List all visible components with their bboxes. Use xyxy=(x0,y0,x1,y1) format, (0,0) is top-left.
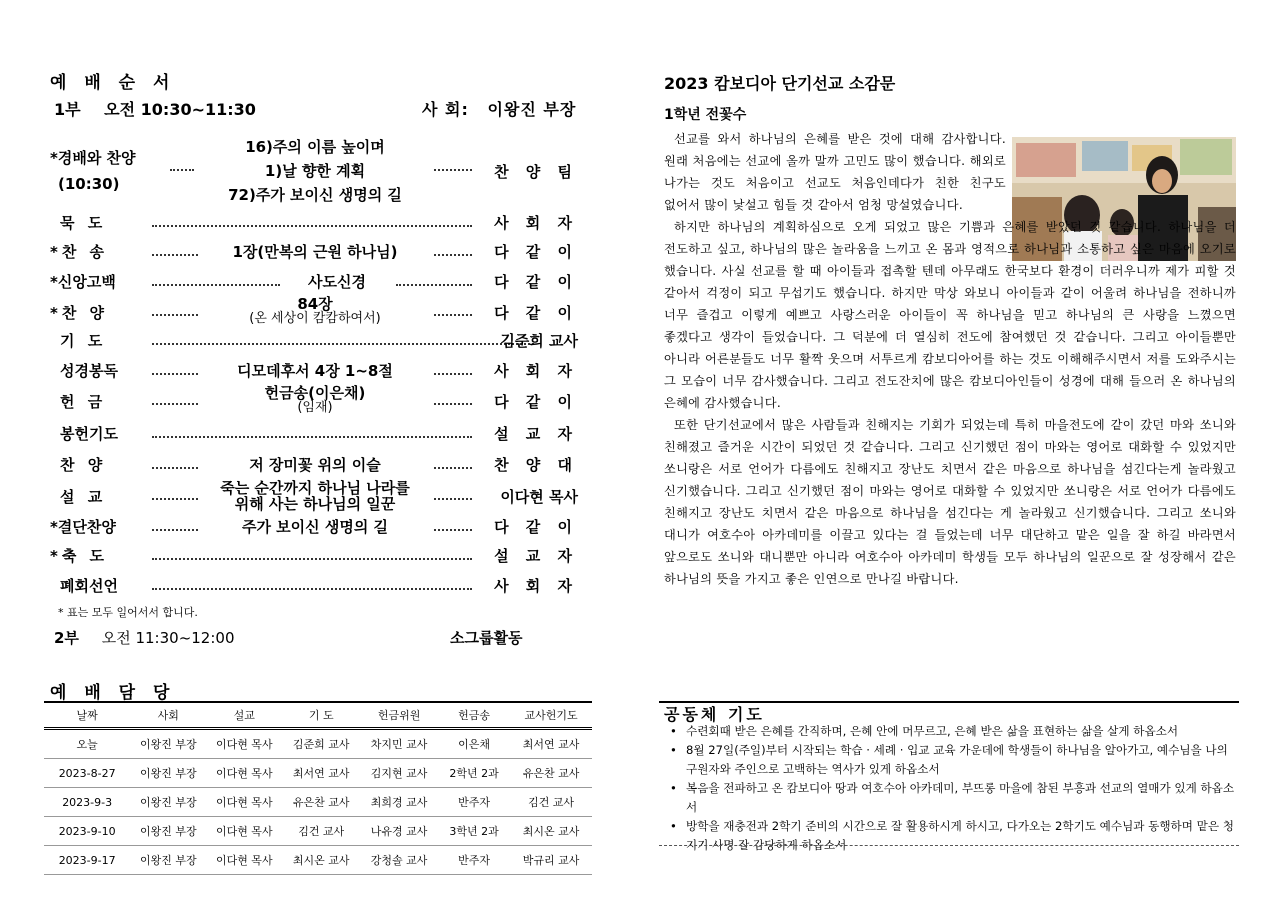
dot-leader xyxy=(434,254,472,256)
roster-header: 사회 xyxy=(130,702,206,729)
order-content: 1장(만복의 근원 하나님) xyxy=(232,243,398,261)
part2-label xyxy=(54,627,235,648)
dot-leader xyxy=(152,498,198,500)
roster-cell: 2023-8-27 xyxy=(44,759,130,788)
roster-cell: 이다현 목사 xyxy=(206,817,282,846)
order-row-praise-84 xyxy=(50,296,578,330)
dot-leader xyxy=(152,284,280,286)
table-row xyxy=(44,729,592,759)
table-row xyxy=(44,817,592,846)
part2-time: 오전 11:30~12:00 xyxy=(101,629,235,647)
presider xyxy=(422,97,576,120)
order-label-time: (10:30) xyxy=(58,175,120,193)
order-content xyxy=(200,385,430,414)
roster-cell: 최시온 교사 xyxy=(282,846,360,875)
testimony-paragraph-1 xyxy=(664,128,1006,216)
dot-leader xyxy=(434,169,472,171)
order-label: *경배와 찬양 xyxy=(50,149,136,167)
part2-name: 2부 xyxy=(54,629,79,647)
order-label: 봉헌기도 xyxy=(60,425,118,443)
roster-cell: 최서연 교사 xyxy=(510,729,592,759)
testimony-text-3: 또한 단기선교에서 많은 사람들과 친해지는 기회가 되었는데 특히 마을전도에 같이 갔던 마와 쏘니와 친해졌고 즐거운 시간이 되었던 것 같습니다. 그리고 신기했던 점이 마와는 영어로 대화할 수 있었지만 쏘니랑은 서로 언어가 다름에도 친해지고 장난도 치면서 같은 마음으로 하나님을 섬긴다는게 놀라웠고 신기했습니다. 그리고 신기했던 점이 마와는 영어로 대화할 수 있었지만 쏘니랑은 서로 언어가 다름에도 친해지고 장난도 치면서 같은 마음으로 하나님을 섬긴다는 게 놀라웠고 신기했습니다. 그리고 쏘니와 대니가 여호수아 아카데미를 이끌고 있다는 걸 들었는데 너무 대단하고 맡은 일을 잘 하길 바라면서 앞으로도 쏘니와 대니뿐만 아니라 여호수아 아카데미 학생들 모두 하나님의 일꾼으로 잘 성장해서 같은 하나님의 뜻을 가지고 좋은 인연으로 만나길 바랍니다. xyxy=(664,418,1236,586)
prayer-title: 공동체 기도 xyxy=(664,705,765,724)
order-label: *신앙고백 xyxy=(50,273,116,291)
song-1: 16)주의 이름 높이며 xyxy=(245,138,385,156)
prayer-list xyxy=(668,722,1238,855)
testimony-text-2: 하지만 하나님의 계획하심으로 오게 되었고 많은 기쁨과 은혜를 받았던 것 같습니다. 하나님을 더 전도하고 싶고, 하나님의 많은 놀라움을 느끼고 온 몸과 영적으로 하나님과 소통하고 싶은 마음에 오기로 했습니다. 사실 선교를 할 때 아이들과 접촉할 텐데 아무래도 한국보다 환경이 더러우니까 제가 피할 것 같아서 걱정이 되고 무섭기도 했습니다. 하지만 막상 와보니 아이들과 같이 어울려 하나님을 전하니까 너무 즐겁고 이렇게 예쁘고 사랑스러운 아이들이 꼭 하나님을 믿고 하나님의 큰 사랑을 느꼈으면 좋겠다고 생각이 들었습니다. 그 덕분에 더 열심히 전도에 참여했던 것 같습니다. 그리고 아이들뿐만 아니라 어른분들도 너무 활짝 웃으며 서투르게 캄보디아어를 하는 것도 이해해주시면서 저를 도와주시는 그 모습이 너무 감사했습니다. 그리고 전도잔치에 많은 캄보디아인들이 성경에 대해 들으러 온 하나님의 은혜에 감사했습니다. xyxy=(664,220,1236,410)
table-row xyxy=(44,846,592,875)
dot-leader xyxy=(434,498,472,500)
order-content: 사도신경 xyxy=(308,273,366,291)
roster-cell: 3학년 2과 xyxy=(438,817,510,846)
roster-cell: 김건 교사 xyxy=(510,788,592,817)
song-3: 72)주가 보이신 생명의 길 xyxy=(228,186,402,204)
order-leader: 김준희 교사 xyxy=(500,332,578,350)
roster-cell: 김건 교사 xyxy=(282,817,360,846)
list-item: • 복음을 전파하고 온 캄보디아 땅과 여호수아 아카데미, 부뜨롱 마을에 참된 부흥과 선교의 열매가 있게 하옵소서 xyxy=(668,779,1238,817)
roster-cell: 이왕진 부장 xyxy=(130,729,206,759)
order-leader: 찬 양 팀 xyxy=(494,163,578,181)
dot-leader xyxy=(152,373,198,375)
order-row-offering xyxy=(50,385,578,419)
roster-cell: 박규리 교사 xyxy=(510,846,592,875)
sermon-title-line-1: 죽는 순간까지 하나님 나라를 xyxy=(220,479,410,497)
order-label: *결단찬양 xyxy=(50,518,116,536)
roster-cell: 최시온 교사 xyxy=(510,817,592,846)
list-item: • 수련회때 받은 은혜를 간직하며, 은혜 안에 머무르고, 은혜 받은 삶을 표현하는 삶을 살게 하옵소서 xyxy=(668,722,1238,741)
testimony-author: 1학년 전꽃수 xyxy=(664,107,747,123)
roster-cell: 이다현 목사 xyxy=(206,788,282,817)
order-row-commitment xyxy=(50,516,578,540)
order-label: *찬 송 xyxy=(50,243,109,261)
testimony-text-1: 선교를 와서 하나님의 은혜를 받은 것에 대해 감사합니다. 원래 처음에는 선교에 올까 말까 고민도 많이 했습니다. 해외로 나가는 것도 처음이고 선교도 처음인데다가 친한 친구도 없어서 많이 낯설고 힘들 것 같아서 엄청 망설였습니다. xyxy=(664,132,1006,212)
roster-cell: 이다현 목사 xyxy=(206,846,282,875)
roster-cell: 오늘 xyxy=(44,729,130,759)
roster-cell: 2023-9-17 xyxy=(44,846,130,875)
dot-leader xyxy=(434,314,472,316)
dot-leader xyxy=(434,373,472,375)
order-content xyxy=(200,480,430,512)
dot-leader xyxy=(434,467,472,469)
testimony-title: 2023 캄보디아 단기선교 소감문 xyxy=(664,74,896,93)
dot-leader xyxy=(396,284,472,286)
roster-cell: 이왕진 부장 xyxy=(130,817,206,846)
order-row-creed xyxy=(50,271,578,295)
order-row-choir xyxy=(50,454,578,478)
dot-leader xyxy=(152,558,472,560)
standing-note: * 표는 모두 일어서서 합니다. xyxy=(58,606,198,619)
order-content: 디모데후서 4장 1~8절 xyxy=(237,362,393,380)
order-row-silent-prayer xyxy=(50,212,578,236)
dot-leader xyxy=(170,169,194,171)
order-label: 성경봉독 xyxy=(60,362,118,380)
order-leader: 설 교 자 xyxy=(494,547,578,565)
dot-leader xyxy=(152,254,198,256)
order-leader: 다 같 이 xyxy=(494,243,578,261)
order-label: 기 도 xyxy=(60,332,107,350)
roster-cell: 이다현 목사 xyxy=(206,759,282,788)
roster-header-row xyxy=(44,702,592,729)
roster-cell: 강청솔 교사 xyxy=(360,846,438,875)
order-leader: 다 같 이 xyxy=(494,393,578,411)
part1-time: 오전 10:30~11:30 xyxy=(104,100,256,119)
presider-label: 사 회: xyxy=(422,100,469,119)
roster-header: 날짜 xyxy=(44,702,130,729)
order-label: *찬 양 xyxy=(50,304,109,322)
part1-label xyxy=(54,97,256,120)
roster-cell: 2023-9-10 xyxy=(44,817,130,846)
dot-leader xyxy=(152,467,198,469)
roster-cell: 이왕진 부장 xyxy=(130,846,206,875)
roster-table xyxy=(44,701,592,875)
order-row-scripture xyxy=(50,360,578,384)
roster-cell: 최희경 교사 xyxy=(360,788,438,817)
song-number: 84장 xyxy=(297,295,333,313)
roster-cell: 유은찬 교사 xyxy=(282,788,360,817)
roster-header: 헌금송 xyxy=(438,702,510,729)
order-leader: 사 회 자 xyxy=(494,214,578,232)
order-label: 폐회선언 xyxy=(60,577,118,595)
order-content xyxy=(200,296,430,325)
order-row-sermon xyxy=(50,480,578,514)
prayer-bottom-rule xyxy=(659,845,1239,846)
roster-header: 기 도 xyxy=(282,702,360,729)
order-row-closing xyxy=(50,575,578,599)
offering-song-title: (임재) xyxy=(297,400,333,415)
table-row xyxy=(44,788,592,817)
roster-cell: 유은찬 교사 xyxy=(510,759,592,788)
roster-cell: 이왕진 부장 xyxy=(130,788,206,817)
testimony-body xyxy=(664,220,1236,590)
roster-cell: 김지현 교사 xyxy=(360,759,438,788)
order-content xyxy=(200,135,430,207)
roster-title: 예 배 담 당 xyxy=(50,683,176,703)
order-leader: 사 회 자 xyxy=(494,362,578,380)
order-leader: 이다현 목사 xyxy=(500,488,578,506)
order-leader: 다 같 이 xyxy=(494,273,578,291)
roster-cell: 이왕진 부장 xyxy=(130,759,206,788)
presider-name: 이왕진 부장 xyxy=(487,100,577,119)
order-leader: 설 교 자 xyxy=(494,425,578,443)
dot-leader xyxy=(152,403,198,405)
order-leader: 찬 양 대 xyxy=(494,456,578,474)
order-row-prayer xyxy=(50,330,578,354)
roster-cell: 반주자 xyxy=(438,846,510,875)
order-leader: 다 같 이 xyxy=(494,304,578,322)
dot-leader xyxy=(152,436,472,438)
order-row-hymn xyxy=(50,241,578,265)
order-row-praise xyxy=(50,135,578,205)
song-title: (온 세상이 캄캄하여서) xyxy=(249,311,381,326)
order-label: 찬 양 xyxy=(60,456,107,474)
roster-cell: 이은채 xyxy=(438,729,510,759)
table-row xyxy=(44,759,592,788)
dot-leader xyxy=(152,225,472,227)
sermon-title-line-2: 위해 사는 하나님의 일꾼 xyxy=(234,495,396,513)
list-item: • 방학을 재충전과 2학기 준비의 시간으로 잘 활용하시게 하시고, 다가오는 2학기도 예수님과 동행하며 맡은 청지기 사명 잘 감당하게 하옵소서 xyxy=(668,817,1238,855)
roster-header: 설교 xyxy=(206,702,282,729)
order-content: 주가 보이신 생명의 길 xyxy=(241,518,389,536)
order-label: *축 도 xyxy=(50,547,109,565)
order-row-offertory-prayer xyxy=(50,423,578,447)
worship-order-title: 예 배 순 서 xyxy=(50,73,176,93)
order-content: 저 장미꽃 위의 이슬 xyxy=(249,456,381,474)
order-label: 설 교 xyxy=(60,488,107,506)
order-label: 헌 금 xyxy=(60,393,107,411)
offering-song: 헌금송(이은채) xyxy=(264,384,366,402)
roster-cell: 최서연 교사 xyxy=(282,759,360,788)
list-item: • 8월 27일(주일)부터 시작되는 학습 · 세례 · 입교 교육 가운데에 학생들이 하나님을 알아가고, 예수님을 나의 구원자와 주인으로 고백하는 역사가 있게 하옵소서 xyxy=(668,741,1238,779)
roster-cell: 2학년 2과 xyxy=(438,759,510,788)
dot-leader xyxy=(434,529,472,531)
roster-cell: 반주자 xyxy=(438,788,510,817)
roster-cell: 2023-9-3 xyxy=(44,788,130,817)
part1-name: 1부 xyxy=(54,100,81,119)
roster-cell: 이다현 목사 xyxy=(206,729,282,759)
dot-leader xyxy=(434,403,472,405)
order-leader: 다 같 이 xyxy=(494,518,578,536)
dot-leader xyxy=(152,343,534,345)
roster-cell: 김준희 교사 xyxy=(282,729,360,759)
order-leader: 사 회 자 xyxy=(494,577,578,595)
order-label: 묵 도 xyxy=(60,214,107,232)
roster-cell: 나유경 교사 xyxy=(360,817,438,846)
song-2: 1)날 향한 계획 xyxy=(264,162,366,180)
dot-leader xyxy=(152,314,198,316)
roster-cell: 차지민 교사 xyxy=(360,729,438,759)
roster-header: 교사헌기도 xyxy=(510,702,592,729)
part2-activity: 소그룹활동 xyxy=(450,629,523,647)
roster-header: 헌금위원 xyxy=(360,702,438,729)
order-row-benediction xyxy=(50,545,578,569)
dot-leader xyxy=(152,588,472,590)
dot-leader xyxy=(152,529,198,531)
